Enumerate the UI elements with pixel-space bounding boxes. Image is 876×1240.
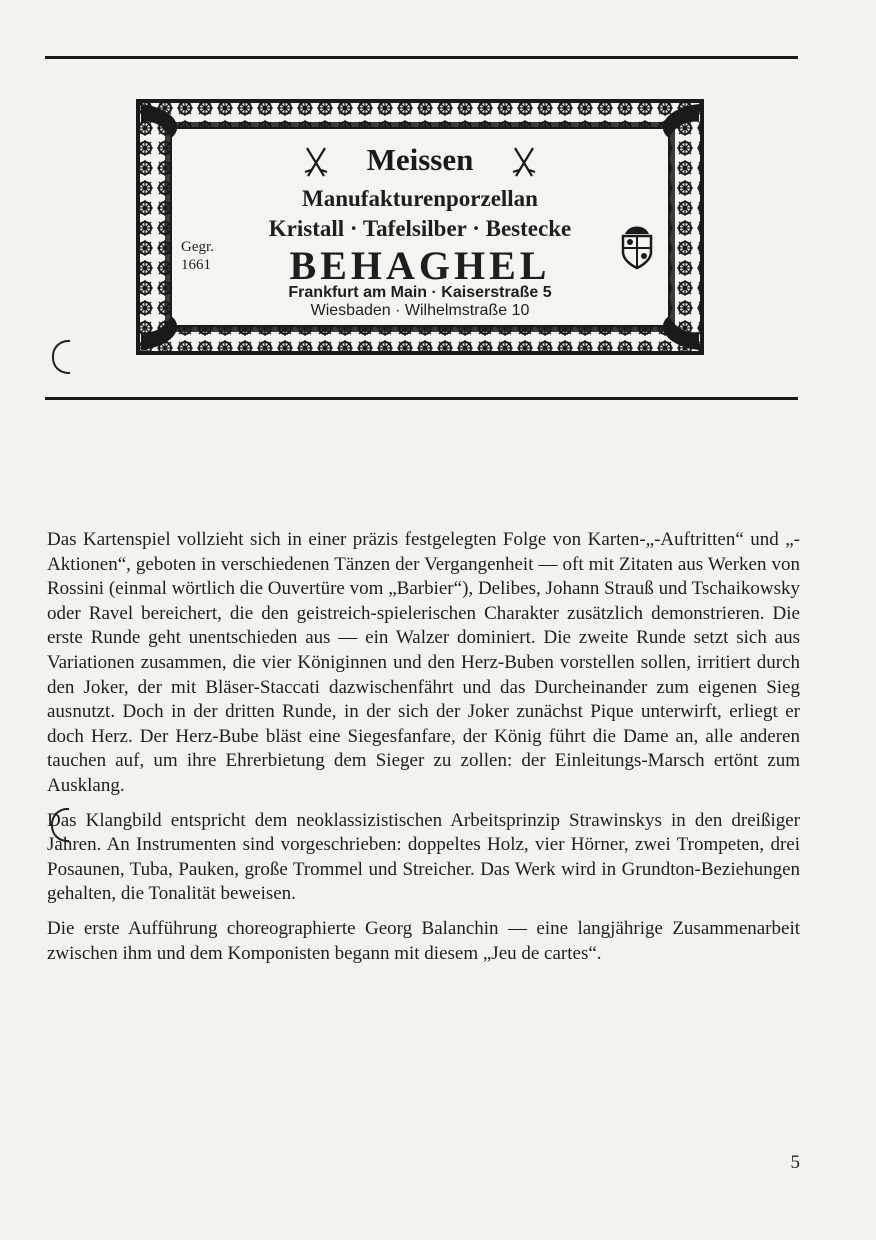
top-rule	[45, 56, 798, 59]
page-number: 5	[790, 1152, 800, 1173]
address-frankfurt: Frankfurt am Main · Kaiserstraße 5	[288, 284, 552, 301]
body-text	[47, 528, 800, 976]
meissen-label: Meissen	[366, 142, 474, 177]
founded-year: 1661	[181, 257, 211, 273]
address-wiesbaden: Wiesbaden · Wilhelmstraße 10	[310, 302, 530, 319]
founded-label: Gegr.	[181, 239, 214, 255]
coat-of-arms-icon	[617, 222, 657, 270]
paragraph: Das Klangbild entspricht dem neoklassizistischen Arbeitsprinzip Strawinskys in den dreißiger Jahren. An Instrumenten sind vorgeschrieben: doppeltes Holz, vier Hörner, zwei Trompeten, drei Posaunen, Tuba, Pauken, große Trommel und Streicher. Das Werk wird in Grundton-Beziehungen gehalten, die Tonalität beweisen.	[47, 809, 800, 905]
paragraph: Das Kartenspiel vollzieht sich in einer präzis festgelegten Folge von Karten-„-Auftritten“ und „-Aktionen“, geboten in verschiedenen Tänzen der Vergangenheit — oft mit Zitaten aus Werken von Rossini (einmal wörtlich die Ouvertüre vom „Barbier“), Delibes, Johann Strauß und Tschaikowsky oder Ravel bereichert, die den geistreich-spielerischen Charakter zusätzlich demonstrieren. Die erste Runde geht unentschieden aus — ein Walzer dominiert. Die zweite Runde setzt sich aus Variationen zusammen, die vier Königinnen und den Herz-Buben vorstellen sollen, irritiert durch den Joker, der mit Bläser-Staccati dazwischenfährt und das Durcheinander zum eigenen Sieg ausnutzt. Doch in der dritten Runde, in der sich der Joker zunächst Pique unterwirft, erliegt er doch Herz. Der Herz-Bube bläst eine Siegesfanfare, der König führt die Dame an, alle anderen tauchen auf, um ihre Ehrerbietung dem Sieger zu zollen: der Einleitungs-Marsch ertönt zum Ausklang.	[47, 529, 800, 796]
advertisement	[135, 98, 705, 356]
crossed-swords-icon	[303, 146, 329, 180]
crossed-swords-icon	[511, 146, 537, 180]
bottom-rule	[45, 397, 798, 400]
punch-hole-mark	[52, 340, 70, 374]
ad-line-products: Kristall · Tafelsilber · Bestecke	[268, 216, 572, 241]
company-name: BEHAGHEL	[289, 243, 551, 288]
paragraph: Die erste Aufführung choreographierte Georg Balanchin — eine langjährige Zusammenarbeit zwischen ihm und dem Komponisten begann mit diesem „Jeu de cartes“.	[47, 917, 800, 964]
ad-line-porcelain: Manufakturenporzellan	[302, 186, 538, 211]
ad-line-meissen	[173, 142, 667, 180]
advertisement-panel	[173, 130, 667, 322]
